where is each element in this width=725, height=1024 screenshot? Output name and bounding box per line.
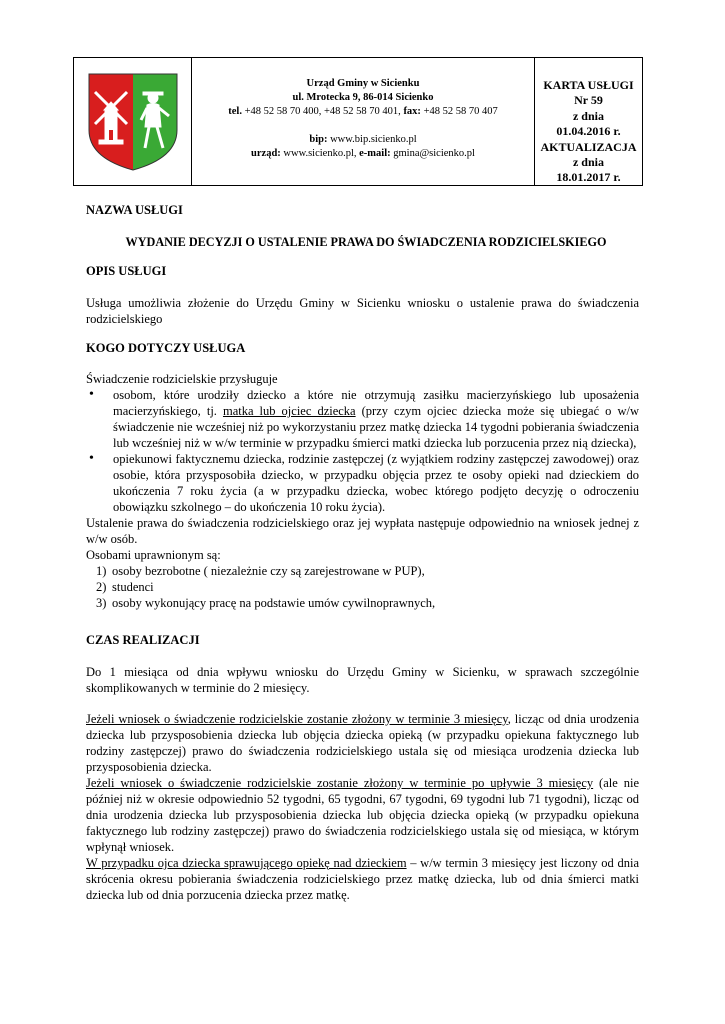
kogo-intro: Świadczenie rodzicielskie przysługuje [86, 372, 278, 386]
tel-label: tel. [228, 106, 242, 117]
p2-rest: (ale nie później niż w okresie odpowiednio 52 tygodni, 65 tygodni, 67 tygodni, 69 tygodni lub 71 tygodni), licząc od dnia urodzenia dziecka lub przysposobienia dziecka lub objęcia dziecka opieką (w przypadku opiekuna faktycznego lub rodziny zastępczej) prawo do świadczenia rodzicielskiego ustala się od miesiąca, w którym wpłynął wniosek. [86, 776, 639, 854]
web-line [192, 147, 534, 161]
kogo-after: Ustalenie prawa do świadczenia rodzicielskiego oraz jej wypłata następuje odpowiednio na wniosek jednej z w/w osób. [86, 516, 639, 546]
p3-rest: – w/w termin 3 miesięcy jest liczony od dnia skrócenia okresu pobierania świadczenia rodzicielskiego przez matkę dziecka, lub od dnia śmierci matki dziecka lub od dnia porzucenia dziecka przez matkę. [86, 856, 639, 902]
czas-paragraph-3 [86, 855, 639, 903]
czas-paragraph-2 [86, 775, 639, 855]
list-number: 2) [96, 580, 107, 594]
list-item [86, 579, 639, 595]
list-text: studenci [112, 580, 154, 594]
list-text: osoby bezrobotne ( niezależnie czy są zarejestrowane w PUP), [112, 564, 425, 578]
czas-heading: CZAS REALIZACJI [86, 633, 200, 647]
list-number: 1) [96, 564, 107, 578]
fax-label: fax: [403, 106, 421, 117]
card-title: KARTA USŁUGI [543, 78, 634, 92]
czas-paragraph-1 [86, 711, 639, 775]
kogo-numbered-list [86, 563, 639, 611]
fax-value: +48 52 58 70 407 [423, 106, 498, 117]
card-update-label: AKTUALIZACJA [540, 139, 637, 154]
list-number: 3) [96, 596, 107, 610]
bullet-text-cont: (przy czym ojciec dziecka może się ubiegać o w/w świadczenie nie wcześniej niż po wykorzystaniu przez matkę dziecka 14 tygodni pobierania świadczenia lub wcześniej niż w w/w terminie w przypadku śmierci matki dziecka lub porzucenia przez nią dziecka), [113, 404, 639, 450]
p2-underlined: Jeżeli wniosek o świadczenie rodzicielskie zostanie złożony w terminie po upływie 3 miesięcy [86, 776, 594, 790]
list-item [86, 563, 639, 579]
header-logo-cell [74, 58, 192, 185]
card-date: 01.04.2016 r. [556, 124, 621, 139]
p1-rest: , licząc od dnia urodzenia dziecka lub przysposobienia dziecka lub objęcia dziecka opieką (w przypadku opiekuna faktycznego lub rodziny zastępczej) prawo do świadczenia rodzicielskiego ustala się od miesiąca urodzenia dziecka lub przysposobienia dziecka. [86, 712, 639, 774]
tel-value: +48 52 58 70 400, +48 52 58 70 401, [244, 106, 401, 117]
card-date-label: z dnia [572, 108, 604, 123]
header-table [73, 57, 643, 186]
list-item [86, 595, 639, 611]
bip-label: bip: [309, 134, 328, 145]
office-name: Urząd Gminy w Sicienku [306, 78, 420, 89]
website-link[interactable]: www.sicienko.pl, [283, 148, 357, 159]
bip-line [192, 133, 534, 147]
list-item: • opiekunowi faktycznemu dziecka, rodzinie zastępczej (z wyjątkiem rodziny zastępczej zawodowej) oraz osobie, która przysposobiła dziecko, w przypadku objęcia przez te osoby opieki nad dzieckiem do ukończenia 7 roku życia (a w przypadku dziecka, wobec którego podjęto decyzję o odroczeniu obowiązku szkolnego – do ukończenia 10 roku życia). [86, 451, 639, 515]
office-address: ul. Mrotecka 9, 86-014 Sicienko [292, 92, 434, 103]
bullet-text: osobom, które urodziły dziecko a które nie otrzymują zasiłku macierzyńskiego lub uposażenia macierzyńskiego, tj. [113, 388, 639, 418]
opis-heading: OPIS USŁUGI [86, 264, 167, 278]
nazwa-heading: NAZWA USŁUGI [86, 203, 183, 217]
kogo-heading: KOGO DOTYCZY USŁUGA [86, 341, 246, 355]
card-info-cell [535, 58, 642, 185]
czas-paragraphs [86, 711, 639, 903]
coat-of-arms-icon [87, 72, 179, 172]
card-number: Nr 59 [574, 93, 603, 108]
kogo-osoby: Osobami uprawnionym są: [86, 548, 221, 562]
card-update-date: 18.01.2017 r. [556, 170, 621, 185]
list-item [86, 387, 639, 451]
phone-line [192, 105, 534, 119]
p3-underlined: W przypadku ojca dziecka sprawującego opiekę nad dzieckiem [86, 856, 407, 870]
header-contact-cell [192, 58, 535, 185]
bullet-underlined: matka lub ojciec dziecka [222, 404, 356, 418]
nazwa-value: WYDANIE DECYZJI O USTALENIE PRAWA DO ŚWIADCZENIA RODZICIELSKIEGO [125, 235, 607, 249]
card-update-date-label: z dnia [572, 155, 604, 170]
kogo-section [86, 371, 639, 611]
bip-link[interactable]: www.bip.sicienko.pl [330, 134, 417, 145]
p1-underlined: Jeżeli wniosek o świadczenie rodzicielskie zostanie złożony w terminie 3 miesięcy [86, 712, 508, 726]
opis-text: Usługa umożliwia złożenie do Urzędu Gminy w Sicienku wniosku o ustalenie prawa do świadczenia rodzicielskiego [86, 296, 639, 326]
kogo-bullet-list [86, 387, 639, 515]
list-text: osoby wykonujący pracę na podstawie umów cywilnoprawnych, [112, 596, 436, 610]
email-label: e-mail: [359, 148, 391, 159]
email-link[interactable]: gmina@sicienko.pl [393, 148, 475, 159]
czas-text: Do 1 miesiąca od dnia wpływu wniosku do Urzędu Gminy w Sicienku, w sprawach szczególnie skomplikowanych w terminie do 2 miesięcy. [86, 665, 639, 695]
urzad-label: urząd: [251, 148, 281, 159]
